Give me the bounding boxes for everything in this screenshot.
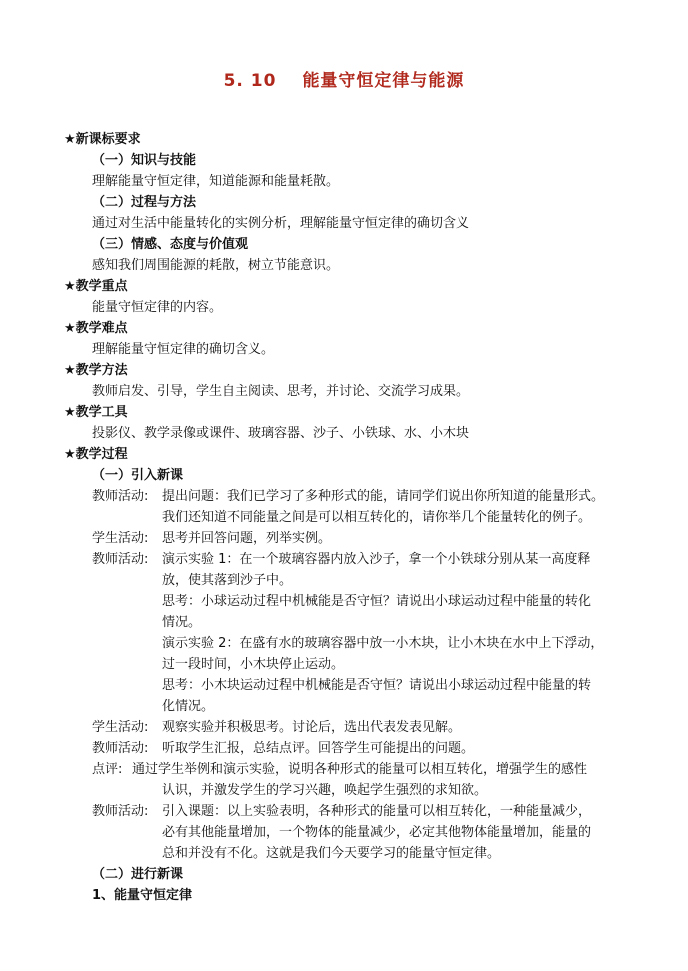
teacher-activity-2-line8: 化情况。 [162, 699, 215, 714]
teacher-activity-4-line2: 必有其他能量增加，一个物体的能量减少，必定其他物体能量增加，能量的 [162, 825, 592, 840]
star-icon: ★ [64, 279, 76, 294]
activity-label: 学生活动: [92, 720, 149, 735]
teacher-activity-2: 教师活动: 演示实验 1：在一个玻璃容器内放入沙子，拿一个小铁球分别从某一高度释 [92, 552, 591, 567]
knowledge-heading: （一）知识与技能 [92, 153, 197, 168]
title-number: 5. 10 [223, 71, 277, 91]
teacher-activity-4-line3: 总和并没有不化。这就是我们今天要学习的能量守恒定律。 [162, 846, 501, 861]
key-points-text: 能量守恒定律的内容。 [92, 300, 223, 315]
section-procedure-heading: ★教学过程 [64, 447, 128, 462]
teacher-activity-1-cont: 我们还知道不同能量之间是可以相互转化的，请你举几个能量转化的例子。 [162, 510, 592, 525]
teacher-activity-1: 教师活动: 提出问题：我们已学习了多种形式的能，请同学们说出你所知道的能量形式。 [92, 489, 605, 504]
student-activity-1: 学生活动: 思考并回答问题，列举实例。 [92, 531, 332, 546]
teacher-activity-2-line2: 放，使其落到沙子中。 [162, 573, 293, 588]
activity-label: 学生活动: [92, 531, 149, 546]
difficulties-text: 理解能量守恒定律的确切含义。 [92, 342, 275, 357]
activity-label: 教师活动: [92, 804, 149, 819]
emotion-text: 感知我们周围能源的耗散，树立节能意识。 [92, 258, 340, 273]
comment-label: 点评: [92, 762, 123, 777]
document-title [0, 66, 688, 91]
title-text: 能量守恒定律与能源 [302, 71, 465, 91]
tools-text: 投影仪、教学录像或课件、玻璃容器、沙子、小铁球、水、小木块 [92, 426, 470, 441]
process-heading: （二）过程与方法 [92, 195, 197, 210]
activity-label: 教师活动: [92, 741, 149, 756]
teacher-activity-3: 教师活动: 听取学生汇报，总结点评。回答学生可能提出的问题。 [92, 741, 475, 756]
teacher-activity-2-line5: 演示实验 2：在盛有水的玻璃容器中放一小木块，让小木块在水中上下浮动， [162, 636, 604, 651]
section-key-points-heading: ★教学重点 [64, 279, 128, 294]
process-text: 通过对生活中能量转化的实例分析，理解能量守恒定律的确切含义 [92, 216, 470, 231]
section-difficulties-heading: ★教学难点 [64, 321, 128, 336]
section-tools-heading: ★教学工具 [64, 405, 128, 420]
star-icon: ★ [64, 132, 76, 147]
emotion-heading: （三）情感、态度与价值观 [92, 237, 249, 252]
intro-heading: （一）引入新课 [92, 468, 184, 483]
star-icon: ★ [64, 405, 76, 420]
activity-label: 教师活动: [92, 489, 149, 504]
comment: 点评: 通过学生举例和演示实验，说明各种形式的能量可以相互转化，增强学生的感性 [92, 762, 588, 777]
star-icon: ★ [64, 447, 76, 462]
teacher-activity-4: 教师活动: 引入课题：以上实验表明，各种形式的能量可以相互转化，一种能量减少， [92, 804, 592, 819]
knowledge-text: 理解能量守恒定律，知道能源和能量耗散。 [92, 174, 340, 189]
comment-cont: 认识，并激发学生的学习兴趣，唤起学生强烈的求知欲。 [162, 783, 488, 798]
teacher-activity-2-line4: 情况。 [162, 615, 202, 630]
section-methods-heading: ★教学方法 [64, 363, 128, 378]
student-activity-2: 学生活动: 观察实验并积极思考。讨论后，选出代表发表见解。 [92, 720, 462, 735]
section-standards-heading: ★新课标要求 [64, 132, 141, 147]
new-lesson-heading: （二）进行新课 [92, 867, 184, 882]
activity-label: 教师活动: [92, 552, 149, 567]
star-icon: ★ [64, 363, 76, 378]
new-lesson-subheading: 1、能量守恒定律 [92, 888, 193, 903]
teacher-activity-2-line6: 过一段时间，小木块停止运动。 [162, 657, 345, 672]
teacher-activity-2-line7: 思考：小木块运动过程中机械能是否守恒？请说出小球运动过程中能量的转 [162, 678, 592, 693]
star-icon: ★ [64, 321, 76, 336]
methods-text: 教师启发、引导，学生自主阅读、思考，并讨论、交流学习成果。 [92, 384, 470, 399]
teacher-activity-2-line3: 思考：小球运动过程中机械能是否守恒？请说出小球运动过程中能量的转化 [162, 594, 592, 609]
